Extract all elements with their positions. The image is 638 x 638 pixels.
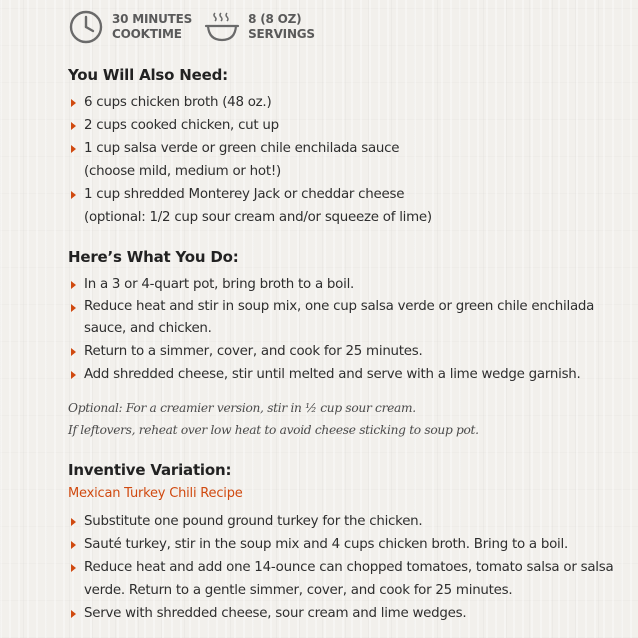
servings-label: SERVINGS [248,27,315,41]
bullet-arrow-icon [71,610,76,618]
ingredient-note: (optional: 1/2 cup sour cream and/or squeeze of lime) [84,210,432,225]
bullet-arrow-icon [71,371,76,379]
recipe-stats [68,9,315,45]
variation-list [68,510,618,625]
recipe-notes [68,397,479,441]
step-text: Reduce heat and stir in soup mix, one cup salsa verde or green chile enchilada sauce, and chicken. [84,299,595,336]
list-item [68,556,618,602]
ingredient-text: 1 cup salsa verde or green chile enchilada sauce [84,141,400,156]
steps-list [68,273,618,386]
ingredient-text: 6 cups chicken broth (48 oz.) [84,95,272,110]
clock-icon [68,9,104,45]
bullet-arrow-icon [71,191,76,199]
bullet-arrow-icon [71,145,76,153]
bullet-arrow-icon [71,304,76,312]
step-text: Return to a simmer, cover, and cook for 25 minutes. [84,344,423,359]
list-item [68,273,618,296]
ingredients-list [68,91,618,229]
steps-heading: Here’s What You Do: [68,248,239,266]
bullet-arrow-icon [71,541,76,549]
ingredients-heading: You Will Also Need: [68,66,228,84]
bullet-arrow-icon [71,518,76,526]
list-item [68,533,618,556]
servings-value: 8 (8 OZ) [248,12,302,26]
list-item [68,602,618,625]
note-leftovers: If leftovers, reheat over low heat to avoid cheese sticking to soup pot. [68,423,479,437]
cooktime-value: 30 MINUTES [112,12,193,26]
list-item [68,363,618,386]
list-item [68,183,618,229]
bullet-arrow-icon [71,281,76,289]
list-item [68,510,618,533]
variation-text: Reduce heat and add one 14-ounce can chopped tomatoes, tomato salsa or salsa verde. Return to a gentle simmer, cover, and cook for 25 minutes. [84,560,614,598]
list-item [68,137,618,183]
variation-text: Serve with shredded cheese, sour cream and lime wedges. [84,606,467,621]
variation-text: Substitute one pound ground turkey for the chicken. [84,514,423,529]
list-item [68,296,618,340]
bullet-arrow-icon [71,122,76,130]
note-optional: Optional: For a creamier version, stir in ½ cup sour cream. [68,401,416,415]
cooktime-stat [68,9,192,45]
servings-text [248,12,315,42]
variation-heading: Inventive Variation: [68,461,232,479]
bullet-arrow-icon [71,99,76,107]
bullet-arrow-icon [71,564,76,572]
cooktime-text [112,12,192,42]
bowl-icon [204,9,240,45]
servings-stat [204,9,315,45]
ingredient-note: (choose mild, medium or hot!) [84,164,281,179]
list-item [68,91,618,114]
ingredient-text: 1 cup shredded Monterey Jack or cheddar cheese [84,187,405,202]
step-text: Add shredded cheese, stir until melted and serve with a lime wedge garnish. [84,367,581,382]
bullet-arrow-icon [71,348,76,356]
ingredient-text: 2 cups cooked chicken, cut up [84,118,279,133]
list-item [68,114,618,137]
variation-text: Sauté turkey, stir in the soup mix and 4 cups chicken broth. Bring to a boil. [84,537,569,552]
variation-recipe-link[interactable]: Mexican Turkey Chili Recipe [68,486,243,501]
list-item [68,340,618,363]
step-text: In a 3 or 4-quart pot, bring broth to a boil. [84,277,355,292]
cooktime-label: COOKTIME [112,27,182,41]
